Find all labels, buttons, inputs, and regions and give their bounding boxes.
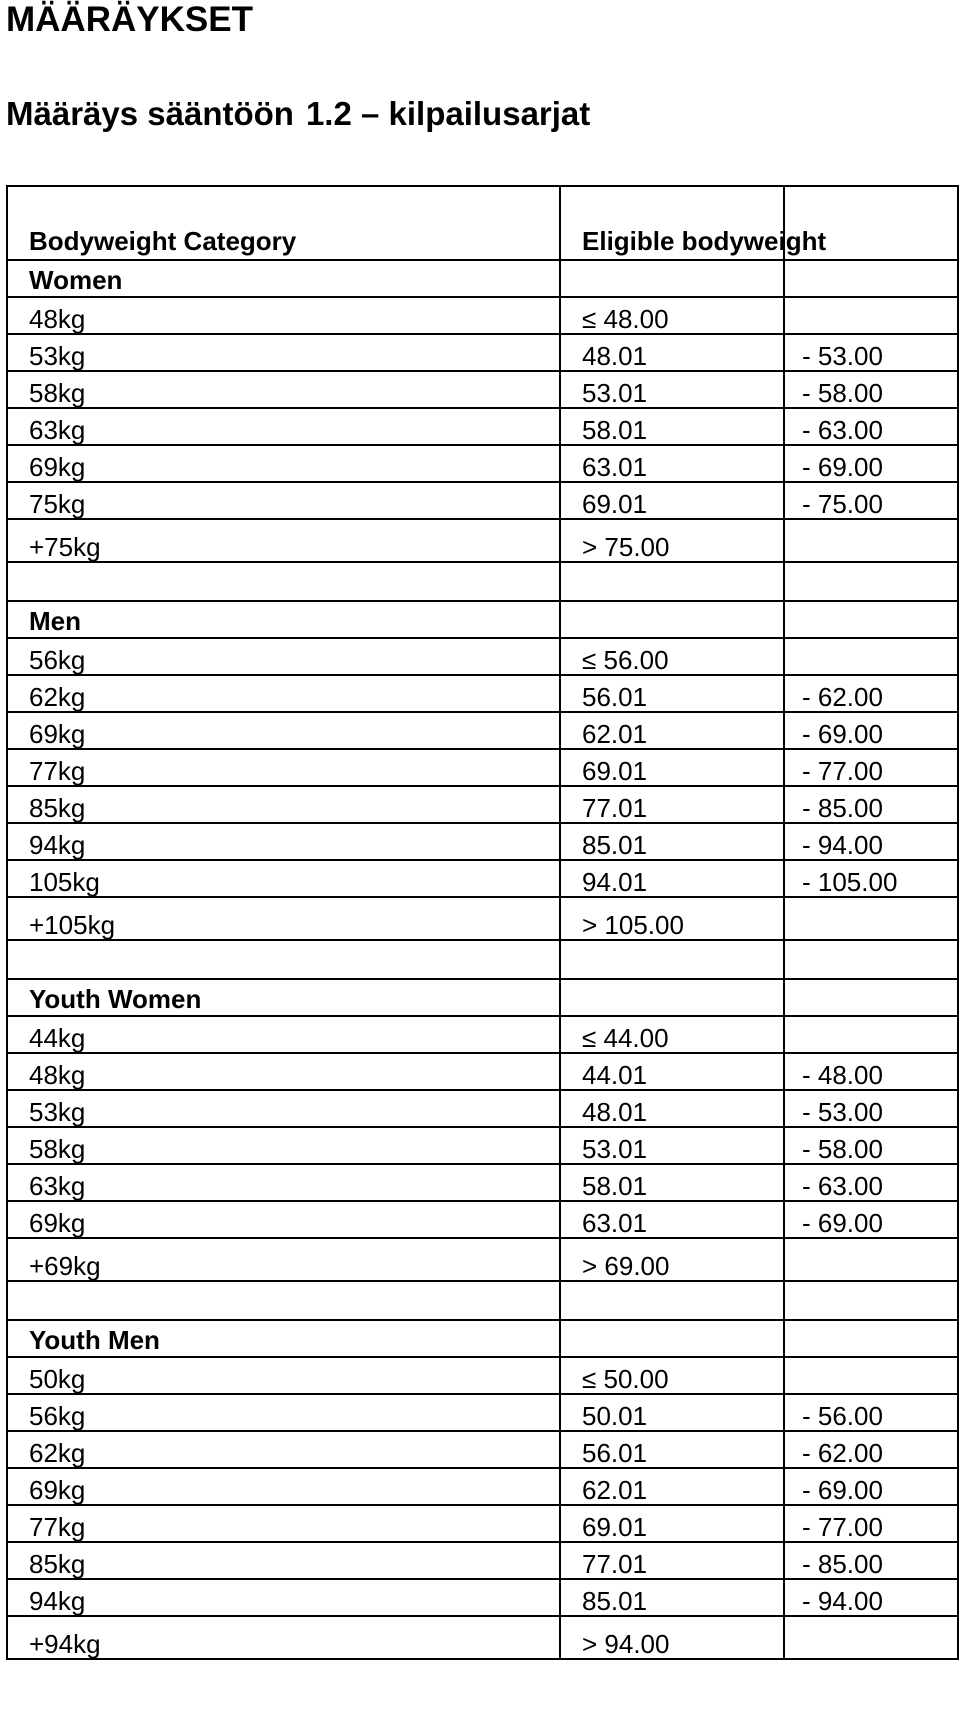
range-start-cell: 77.01 <box>560 786 784 823</box>
category-cell: 85kg <box>7 1542 560 1579</box>
table-row <box>7 1090 958 1127</box>
page-title: MÄÄRÄYKSET <box>6 0 253 39</box>
group-empty-cell <box>560 601 784 638</box>
table-row <box>7 1053 958 1090</box>
group-empty-cell <box>784 1320 958 1357</box>
range-end-cell <box>784 1238 958 1281</box>
group-header-row <box>7 601 958 638</box>
bodyweight-table <box>6 185 959 1660</box>
table-row <box>7 1127 958 1164</box>
table-row <box>7 1468 958 1505</box>
category-cell: +105kg <box>7 897 560 940</box>
range-end-cell: - 53.00 <box>784 334 958 371</box>
group-name: Youth Men <box>7 1320 560 1357</box>
range-start-cell: 77.01 <box>560 1542 784 1579</box>
spacer-cell <box>560 940 784 979</box>
spacer-cell <box>784 1281 958 1320</box>
range-start-cell: 63.01 <box>560 1201 784 1238</box>
category-cell: 48kg <box>7 1053 560 1090</box>
range-start-cell: ≤ 56.00 <box>560 638 784 675</box>
table-row <box>7 675 958 712</box>
table-row <box>7 1164 958 1201</box>
range-start-cell: 62.01 <box>560 712 784 749</box>
category-cell: +75kg <box>7 519 560 562</box>
range-start-cell: > 105.00 <box>560 897 784 940</box>
range-end-cell: - 56.00 <box>784 1394 958 1431</box>
table-row <box>7 638 958 675</box>
category-cell: 56kg <box>7 638 560 675</box>
category-cell: 75kg <box>7 482 560 519</box>
category-cell: 44kg <box>7 1016 560 1053</box>
range-end-cell <box>784 1357 958 1394</box>
table-row <box>7 297 958 334</box>
group-empty-cell <box>560 979 784 1016</box>
range-end-cell <box>784 638 958 675</box>
spacer-cell <box>7 1281 560 1320</box>
category-cell: 62kg <box>7 675 560 712</box>
range-start-cell: 48.01 <box>560 1090 784 1127</box>
table-row <box>7 1431 958 1468</box>
group-empty-cell <box>784 260 958 297</box>
range-start-cell: 56.01 <box>560 1431 784 1468</box>
range-end-cell: - 94.00 <box>784 823 958 860</box>
spacer-cell <box>560 1281 784 1320</box>
category-cell: 69kg <box>7 1468 560 1505</box>
range-end-cell: - 77.00 <box>784 749 958 786</box>
range-start-cell: 69.01 <box>560 749 784 786</box>
range-start-cell: ≤ 50.00 <box>560 1357 784 1394</box>
range-end-cell: - 53.00 <box>784 1090 958 1127</box>
range-end-cell: - 94.00 <box>784 1579 958 1616</box>
category-cell: 62kg <box>7 1431 560 1468</box>
range-start-cell: 69.01 <box>560 482 784 519</box>
range-end-cell: - 75.00 <box>784 482 958 519</box>
category-cell: 77kg <box>7 749 560 786</box>
category-cell: 56kg <box>7 1394 560 1431</box>
table-row <box>7 1238 958 1281</box>
group-name: Men <box>7 601 560 638</box>
range-start-cell: 44.01 <box>560 1053 784 1090</box>
table-row <box>7 482 958 519</box>
table-row <box>7 897 958 940</box>
table-row <box>7 334 958 371</box>
range-end-cell: - 48.00 <box>784 1053 958 1090</box>
group-empty-cell <box>784 979 958 1016</box>
range-end-cell: - 85.00 <box>784 786 958 823</box>
range-start-cell: 50.01 <box>560 1394 784 1431</box>
range-start-cell: 58.01 <box>560 1164 784 1201</box>
spacer-row <box>7 1281 958 1320</box>
category-cell: 53kg <box>7 334 560 371</box>
category-cell: 53kg <box>7 1090 560 1127</box>
category-cell: 105kg <box>7 860 560 897</box>
range-start-cell: > 94.00 <box>560 1616 784 1659</box>
range-end-cell: - 63.00 <box>784 1164 958 1201</box>
range-start-cell: 63.01 <box>560 445 784 482</box>
table-row <box>7 1201 958 1238</box>
section-heading <box>6 94 590 134</box>
table-row <box>7 1394 958 1431</box>
table-row <box>7 1505 958 1542</box>
table-body <box>7 260 958 1659</box>
group-name: Youth Women <box>7 979 560 1016</box>
group-header-row <box>7 1320 958 1357</box>
table-row <box>7 1542 958 1579</box>
range-end-cell <box>784 1616 958 1659</box>
range-end-cell <box>784 1016 958 1053</box>
category-cell: 58kg <box>7 371 560 408</box>
range-start-cell: ≤ 48.00 <box>560 297 784 334</box>
range-end-cell <box>784 897 958 940</box>
category-cell: 50kg <box>7 1357 560 1394</box>
category-cell: 85kg <box>7 786 560 823</box>
group-empty-cell <box>784 601 958 638</box>
table-row <box>7 860 958 897</box>
range-end-cell: - 105.00 <box>784 860 958 897</box>
range-start-cell: 58.01 <box>560 408 784 445</box>
table-row <box>7 823 958 860</box>
table-row <box>7 519 958 562</box>
range-end-cell: - 58.00 <box>784 1127 958 1164</box>
group-name: Women <box>7 260 560 297</box>
table-row <box>7 1616 958 1659</box>
group-empty-cell <box>560 260 784 297</box>
spacer-cell <box>784 562 958 601</box>
group-header-row <box>7 979 958 1016</box>
range-end-cell <box>784 519 958 562</box>
category-cell: 69kg <box>7 712 560 749</box>
category-cell: 63kg <box>7 1164 560 1201</box>
section-heading-text: Määräys sääntöön <box>6 95 294 132</box>
table-row <box>7 1579 958 1616</box>
range-start-cell: 48.01 <box>560 334 784 371</box>
category-cell: 94kg <box>7 1579 560 1616</box>
category-cell: 48kg <box>7 297 560 334</box>
range-start-cell: 56.01 <box>560 675 784 712</box>
range-start-cell: 53.01 <box>560 371 784 408</box>
spacer-cell <box>560 562 784 601</box>
spacer-row <box>7 940 958 979</box>
table-row <box>7 712 958 749</box>
spacer-row <box>7 562 958 601</box>
range-start-cell: 62.01 <box>560 1468 784 1505</box>
range-end-cell: - 85.00 <box>784 1542 958 1579</box>
category-cell: 94kg <box>7 823 560 860</box>
table-row <box>7 786 958 823</box>
range-end-cell: - 63.00 <box>784 408 958 445</box>
range-end-cell: - 58.00 <box>784 371 958 408</box>
range-end-cell <box>784 297 958 334</box>
category-cell: 77kg <box>7 1505 560 1542</box>
table-header-row <box>7 186 958 260</box>
range-start-cell: 94.01 <box>560 860 784 897</box>
range-end-cell: - 62.00 <box>784 1431 958 1468</box>
table-row <box>7 408 958 445</box>
range-start-cell: 53.01 <box>560 1127 784 1164</box>
range-end-cell: - 77.00 <box>784 1505 958 1542</box>
table-row <box>7 371 958 408</box>
category-cell: +94kg <box>7 1616 560 1659</box>
range-end-cell: - 69.00 <box>784 445 958 482</box>
table-row <box>7 1016 958 1053</box>
range-end-cell: - 69.00 <box>784 712 958 749</box>
group-empty-cell <box>560 1320 784 1357</box>
range-start-cell: > 69.00 <box>560 1238 784 1281</box>
header-eligible-bodyweight: Eligible bodyweight <box>560 186 784 260</box>
range-end-cell: - 69.00 <box>784 1468 958 1505</box>
table-row <box>7 1357 958 1394</box>
category-cell: +69kg <box>7 1238 560 1281</box>
range-start-cell: > 75.00 <box>560 519 784 562</box>
spacer-cell <box>784 940 958 979</box>
category-cell: 69kg <box>7 1201 560 1238</box>
range-start-cell: 85.01 <box>560 1579 784 1616</box>
header-bodyweight-category: Bodyweight Category <box>7 186 560 260</box>
category-cell: 69kg <box>7 445 560 482</box>
group-header-row <box>7 260 958 297</box>
range-start-cell: ≤ 44.00 <box>560 1016 784 1053</box>
section-heading-number: 1.2 – kilpailusarjat <box>305 95 591 132</box>
spacer-cell <box>7 562 560 601</box>
range-end-cell: - 69.00 <box>784 1201 958 1238</box>
spacer-cell <box>7 940 560 979</box>
category-cell: 63kg <box>7 408 560 445</box>
category-cell: 58kg <box>7 1127 560 1164</box>
table-row <box>7 445 958 482</box>
range-start-cell: 85.01 <box>560 823 784 860</box>
table-row <box>7 749 958 786</box>
range-start-cell: 69.01 <box>560 1505 784 1542</box>
range-end-cell: - 62.00 <box>784 675 958 712</box>
